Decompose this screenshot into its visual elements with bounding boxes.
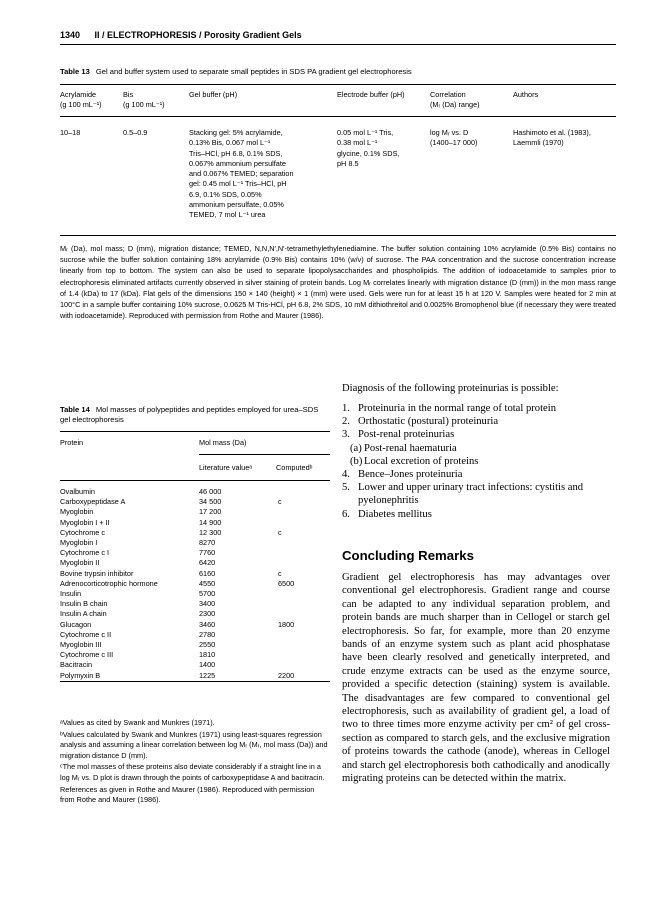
cell-lit: 2300 bbox=[199, 609, 216, 619]
cell-protein: Cytochrome c III bbox=[60, 650, 114, 660]
table-row bbox=[60, 548, 330, 558]
t13-h-corr-2: (Mᵣ (Da) range) bbox=[430, 100, 480, 110]
t13-electrode-line: pH 8.5 bbox=[337, 158, 359, 168]
table-row bbox=[60, 518, 330, 528]
cell-comp: c bbox=[278, 497, 282, 507]
t13-corr-line: log Mᵣ vs. D bbox=[430, 128, 469, 137]
table-row bbox=[60, 569, 330, 579]
t13-cell-authors bbox=[513, 128, 591, 149]
t13-gel-line: gel: 0.45 mol L⁻¹ Tris–HCl, pH bbox=[189, 179, 287, 189]
t13-header-authors: Authors bbox=[513, 90, 539, 99]
page-number: 1340 bbox=[60, 30, 81, 40]
table14-caption bbox=[60, 405, 330, 425]
item-number: 3. bbox=[342, 429, 350, 441]
item-number: (a) bbox=[350, 442, 362, 454]
item-number: 4. bbox=[342, 469, 350, 481]
t14-header-literature: Literature valueᵃ bbox=[199, 463, 253, 472]
t13-h-acryl-2: (g 100 mL⁻¹) bbox=[60, 100, 102, 110]
cell-protein: Adrenocorticotrophic hormone bbox=[60, 578, 158, 588]
list-item bbox=[342, 508, 610, 521]
t14-footnote: ᶜThe mol masses of these proteins also deviate considerably if a straight line in a log Mᵣ vs. D plot is drawn through the points of carboxypeptidase A and bacitracin. bbox=[60, 762, 325, 782]
table13-top-rule bbox=[60, 84, 616, 85]
cell-lit: 1810 bbox=[199, 650, 216, 660]
table-row bbox=[60, 528, 330, 538]
table14-header-rule bbox=[60, 480, 330, 481]
table-row bbox=[60, 487, 330, 497]
t13-header-bis bbox=[123, 90, 165, 111]
t13-h-corr-1: Correlation bbox=[430, 90, 466, 99]
t13-gel-line: 0.13% Bis, 0.067 mol L⁻¹ bbox=[189, 138, 271, 148]
t14-footnote: ᵇValues calculated by Swank and Munkres (1971) using least-squares regression analysis and assuming a linear correlation between log Mᵣ (Mᵣ, mol mass (Da)) and migration distance D (mm). bbox=[60, 729, 328, 760]
cell-protein: Glucagon bbox=[60, 619, 92, 629]
t13-cell-gel-buffer bbox=[189, 128, 294, 221]
cell-protein: Insulin A chain bbox=[60, 609, 107, 619]
t13-gel-line: and 0.067% TEMED; separation bbox=[189, 169, 294, 179]
table13-label: Table 13 bbox=[60, 67, 90, 76]
item-text: Orthostatic (postural) proteinuria bbox=[358, 416, 499, 428]
table-row bbox=[60, 650, 330, 660]
t13-gel-line: ammonium persulfate, 0.05% bbox=[189, 200, 284, 210]
cell-lit: 1225 bbox=[199, 670, 216, 680]
list-item bbox=[342, 402, 610, 415]
t14-footnote: References as given in Rothe and Maurer (1986). Reproduced with permission from Rothe and Maurer (1986). bbox=[60, 784, 315, 805]
diagnosis-intro: Diagnosis of the following proteinurias is possible: bbox=[342, 383, 559, 394]
t13-h-acryl-1: Acrylamide bbox=[60, 90, 97, 99]
running-title: II / ELECTROPHORESIS / Porosity Gradient Gels bbox=[94, 30, 302, 40]
t14-molmass-rule bbox=[199, 454, 330, 455]
t13-h-bis-1: Bis bbox=[123, 90, 134, 99]
item-number: 2. bbox=[342, 416, 350, 428]
t13-author-line: Laemmli (1970) bbox=[513, 138, 564, 148]
table-row bbox=[60, 660, 330, 670]
t13-corr-line: (1400–17 000) bbox=[430, 138, 478, 148]
cell-lit: 5700 bbox=[199, 589, 216, 598]
cell-protein: Ovalbumin bbox=[60, 487, 95, 496]
cell-lit: 3460 bbox=[199, 619, 216, 629]
table13-notes: Mᵣ (Da), mol mass; D (mm), migration distance; TEMED, N,N,N′,N′-tetramethylethylenediamine. The buffer solution containing 10% acrylamide (0.5% Bis) contains no sucrose while the buffer solution containing 18% acrylamide (0.9% Bis) contains 10% (w/v) of sucrose. The PAA concentration and the sucrose concentration increase linearly from top to bottom. The system can also be used to separate lipopolysaccharides and phospholipids. The addition of iodoacetamide to samples prior to electrophoresis eliminated artifacts currently observed in silver staining of protein bands. Log Mᵣ correlates linearly with migration distance (D (mm)) in the mon mass range of 1.4 (kDa) to 17 (kDa). Flat gels of the dimensions 150 × 140 (height) × 1 (mm) were used. Gels were run for at least 15 h at 120 V. Samples were heated for 2 min at 100°C in a sample buffer containing 10% sucrose, 0.0625 M Tris-HCl, pH 6.8, 2% SDS, 10 mM dithiothreitol and 0.0025% Bromophenol blue (if necessary they were treated with iodoacetamide). Reproduced with permission from Rothe and Maurer (1986). bbox=[60, 244, 616, 321]
item-number: 1. bbox=[342, 403, 350, 414]
cell-lit: 34 500 bbox=[199, 497, 222, 507]
cell-lit: 4550 bbox=[199, 578, 216, 588]
cell-comp: c bbox=[278, 527, 282, 537]
table-row bbox=[60, 671, 330, 681]
table13-caption-text: Gel and buffer system used to separate small peptides in SDS PA gradient gel electrophoresis bbox=[95, 67, 412, 76]
table-row bbox=[60, 640, 330, 650]
cell-lit: 6160 bbox=[199, 568, 216, 578]
t13-h-bis-2: (g 100 mL⁻¹) bbox=[123, 100, 165, 110]
cell-comp: 1800 bbox=[278, 619, 295, 629]
cell-lit: 8270 bbox=[199, 538, 216, 547]
cell-lit: 12 300 bbox=[199, 527, 222, 537]
table14-top-rule bbox=[60, 431, 330, 432]
section-title: Concluding Remarks bbox=[342, 548, 474, 563]
item-text: Lower and upper urinary tract infections: cystitis and pyelonephritis bbox=[358, 482, 584, 507]
list-subitem bbox=[342, 455, 610, 468]
table14-caption-text: Mol masses of polypeptides and peptides employed for urea–SDS gel electrophoresis bbox=[60, 405, 319, 424]
cell-comp: 6500 bbox=[278, 578, 295, 588]
t13-gel-line: 6.9, 0.1% SDS, 0.05% bbox=[189, 189, 262, 199]
table-row bbox=[60, 558, 330, 568]
t13-gel-line: Tris–HCl, pH 6.8, 0.1% SDS, bbox=[189, 148, 283, 158]
cell-lit: 7760 bbox=[199, 548, 216, 558]
t13-gel-line: 0.067% ammonium persulfate bbox=[189, 158, 286, 168]
list-subitem bbox=[342, 442, 610, 455]
item-text: Post-renal proteinurias bbox=[358, 429, 455, 441]
table-row bbox=[60, 579, 330, 589]
table14-bottom-rule bbox=[60, 681, 330, 682]
cell-protein: Myoglobin II bbox=[60, 558, 100, 568]
t13-cell-acrylamide: 10–18 bbox=[60, 128, 81, 137]
item-text: Post-renal haematuria bbox=[364, 442, 457, 454]
table13-caption bbox=[60, 67, 615, 77]
cell-protein: Myoglobin I bbox=[60, 538, 98, 547]
t13-cell-electrode bbox=[337, 128, 399, 169]
t13-cell-correlation bbox=[430, 128, 477, 149]
item-text: Bence–Jones proteinuria bbox=[358, 469, 463, 481]
t14-header-molmass: Mol mass (Da) bbox=[199, 438, 247, 447]
t13-electrode-line: 0.05 mol L⁻¹ Tris, bbox=[337, 128, 394, 137]
cell-protein: Insulin B chain bbox=[60, 599, 108, 609]
cell-protein: Polymyxin B bbox=[60, 670, 101, 680]
cell-protein: Cytochrome c II bbox=[60, 629, 112, 639]
list-item bbox=[342, 468, 610, 481]
cell-lit: 2550 bbox=[199, 640, 216, 649]
header-rule bbox=[60, 44, 616, 45]
t13-gel-line: TEMED, 7 mol L⁻¹ urea bbox=[189, 210, 266, 220]
list-item bbox=[342, 428, 610, 441]
list-item bbox=[342, 481, 610, 507]
list-item bbox=[342, 415, 610, 428]
cell-lit: 1400 bbox=[199, 660, 216, 670]
table-row bbox=[60, 630, 330, 640]
table-row bbox=[60, 609, 330, 619]
cell-protein: Cytochrome c bbox=[60, 527, 106, 537]
table-row bbox=[60, 620, 330, 630]
concluding-text: Gradient gel electrophoresis has may advantages over conventional gel electrophoresis. Gradient range and course can be adapted to any individual separation problem, and protein bands are much sharper than in Cellogel or starch gel electrophoresis. So far, for example, more than 20 enzyme bands of an enzyme system such as plant acid phosphatase have been clearly resolved and genetically interpreted, and crude enzyme extracts can be used as the enzyme source, provided a specific detection (staining) system is available. The disadvantages are few compared to conventional gel electrophoresis, such as availability of gradient gel, a load of two to three times more enzyme activity per cm² of gel cross-section as compared to starch gels, and the exclusive migration of proteins towards the cathode (anode), whereas in Cellogel and starch gel electrophoresis both cathodically and anodically migrating proteins can be detected within the matrix. bbox=[342, 572, 610, 785]
t13-cell-bis: 0.5–0.9 bbox=[123, 128, 148, 137]
cell-lit: 17 200 bbox=[199, 507, 222, 517]
cell-protein: Insulin bbox=[60, 589, 82, 598]
table-row bbox=[60, 538, 330, 548]
item-number: (b) bbox=[350, 455, 363, 467]
cell-comp: c bbox=[278, 568, 282, 578]
cell-lit: 46 000 bbox=[199, 487, 222, 496]
t14-footnote: ᵃValues as cited by Swank and Munkres (1971). bbox=[60, 718, 215, 727]
cell-protein: Carboxypeptidase A bbox=[60, 497, 126, 507]
table14-footnotes bbox=[60, 718, 330, 807]
cell-lit: 2780 bbox=[199, 629, 216, 639]
table-row bbox=[60, 497, 330, 507]
cell-protein: Myoglobin III bbox=[60, 640, 102, 649]
cell-protein: Cytochrome c I bbox=[60, 548, 110, 558]
table13-header-rule bbox=[60, 116, 616, 117]
cell-comp: 2200 bbox=[278, 670, 295, 680]
t13-gel-line: Stacking gel: 5% acrylamide, bbox=[189, 128, 283, 137]
t13-author-line: Hashimoto et al. (1983), bbox=[513, 128, 591, 137]
item-text: Proteinuria in the normal range of total protein bbox=[358, 403, 556, 414]
cell-protein: Bovine trypsin inhibitor bbox=[60, 568, 134, 578]
cell-lit: 14 900 bbox=[199, 517, 222, 527]
cell-protein: Bacitracin bbox=[60, 660, 93, 670]
t14-header-protein: Protein bbox=[60, 438, 84, 447]
table14-label: Table 14 bbox=[60, 405, 90, 414]
item-text: Local excretion of proteins bbox=[364, 455, 479, 467]
cell-lit: 3400 bbox=[199, 599, 216, 609]
t13-header-gel-buffer: Gel buffer (pH) bbox=[189, 90, 238, 99]
item-text: Diabetes mellitus bbox=[358, 508, 432, 520]
t13-header-correlation bbox=[430, 90, 480, 111]
cell-protein: Myoglobin bbox=[60, 507, 94, 517]
item-number: 6. bbox=[342, 508, 350, 520]
running-head bbox=[60, 30, 302, 40]
cell-lit: 6420 bbox=[199, 558, 216, 568]
diagnosis-list bbox=[342, 402, 610, 521]
table13-bottom-rule bbox=[60, 235, 616, 236]
table-row bbox=[60, 589, 330, 599]
table-row bbox=[60, 507, 330, 517]
t13-electrode-line: 0.38 mol L⁻¹ bbox=[337, 138, 378, 148]
t13-header-electrode-buffer: Electrode buffer (pH) bbox=[337, 90, 405, 99]
t13-electrode-line: glycine, 0.1% SDS, bbox=[337, 148, 400, 158]
table-row bbox=[60, 599, 330, 609]
t14-header-computed: Computedᵇ bbox=[276, 463, 313, 472]
item-number: 5. bbox=[342, 482, 350, 494]
cell-protein: Myoglobin I + II bbox=[60, 517, 110, 527]
t13-header-acrylamide bbox=[60, 90, 102, 111]
